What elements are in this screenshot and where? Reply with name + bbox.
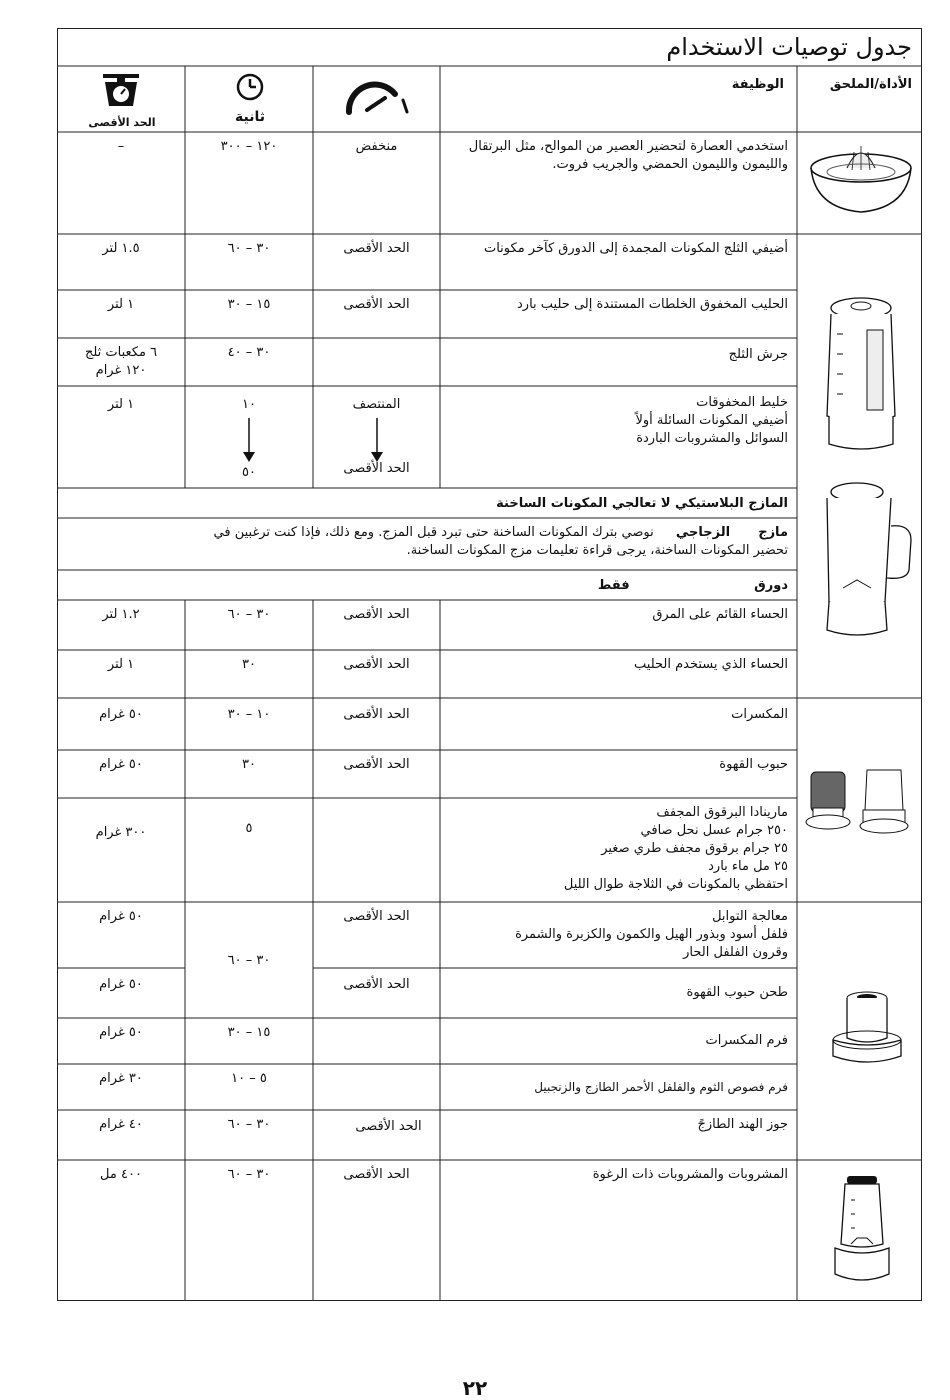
glass-blender-note (192, 524, 788, 560)
mill-jars-image (803, 764, 915, 840)
scale-icon (99, 70, 143, 110)
header-tool: الأداة/الملحق (829, 77, 912, 92)
spices-time: ٣٠ – ٦٠ (227, 953, 271, 968)
marinade-time: ٥ (245, 821, 253, 836)
smoothie-time-top: ١٠ (242, 397, 256, 412)
jug-only-a: دورق (754, 578, 788, 593)
nuts-function: المكسرات (731, 707, 788, 722)
coffee-function: حبوب القهوة (719, 757, 788, 772)
frozen-function: أضيفي الثلج المكونات المجمدة إلى الدورق كآخر مكونات (483, 241, 788, 256)
juicer-qty: – (117, 139, 125, 154)
ice-function: جرش الثلج (728, 347, 788, 362)
glass-note-bold-2: الزجاجي (675, 525, 731, 540)
frozen-qty: ١.٥ لتر (102, 241, 140, 256)
smoothie-speed-top: المنتصف (352, 397, 401, 412)
ice-time: ٣٠ – ٤٠ (227, 345, 271, 360)
coconut-function: جوز الهند الطازجً (697, 1117, 788, 1132)
smoothie-function: خليط المخفوقات أضيفي المكونات السائلة أولاً السوائل والمشروبات الباردة (635, 395, 788, 446)
soup-milk-qty: ١ لتر (107, 657, 135, 672)
usage-recommendation-table (57, 28, 922, 1301)
soup-milk-time: ٣٠ (242, 657, 256, 672)
personal-blender-bottle-image (827, 1174, 897, 1286)
nuts-qty: ٥٠ غرام (99, 707, 143, 722)
milkshake-function: الحليب المخفوق الخلطات المستندة إلى حليب بارد (517, 297, 788, 312)
marinade-function: مارينادا البرقوق المجفف ٢٥٠ جرام عسل نحل صافي ٢٥ جرام برقوق مجفف طري صغير ٢٥ مل ماء بارد احتفظي بالمكونات في الثلاجة طوال الليل (563, 805, 788, 892)
clock-icon (235, 72, 265, 102)
jug-only-note (188, 577, 788, 595)
soup-milk-speed: الحد الأقصى (343, 657, 410, 672)
coffee-time: ٣٠ (242, 757, 256, 772)
garlic-function: فرم فصوص الثوم والفلفل الأحمر الطازج والزنجبيل (534, 1080, 788, 1094)
spices-speed: الحد الأقصى (343, 909, 410, 924)
spices-qty: ٥٠ غرام (99, 909, 143, 924)
coconut-time: ٣٠ – ٦٠ (227, 1117, 271, 1132)
page-title: جدول توصيات الاستخدام (666, 33, 912, 61)
juicer-function: استخدمي العصارة لتحضير العصير من الموالح، مثل البرتقال والليمون والليمون الحمضي والجريب فروت. (468, 139, 788, 172)
drinks-function: المشروبات والمشروبات ذات الرغوة (592, 1167, 788, 1182)
chopper-image (827, 988, 907, 1072)
garlic-qty: ٣٠ غرام (99, 1071, 143, 1086)
coconut-speed: الحد الأقصى (355, 1119, 422, 1134)
frozen-time: ٣٠ – ٦٠ (227, 241, 271, 256)
milkshake-qty: ١ لتر (107, 297, 135, 312)
coconut-qty: ٤٠ غرام (99, 1117, 143, 1132)
smoothie-qty: ١ لتر (107, 397, 135, 412)
glass-note-text: نوصي بترك المكونات الساخنة حتى تبرد قبل المزج. ومع ذلك، فإذا كنت ترغبين في تحضير المكونات الساخنة، يرجى قراءة تعليمات مزج المكونات الساخنة. (213, 525, 788, 558)
drinks-time: ٣٠ – ٦٠ (227, 1167, 271, 1182)
juicer-speed: منخفض (355, 139, 398, 154)
soup-broth-qty: ١.٢ لتر (102, 607, 140, 622)
drinks-speed: الحد الأقصى (343, 1167, 410, 1182)
drinks-qty: ٤٠٠ مل (100, 1167, 142, 1182)
page-number: ٢٢ (462, 1376, 488, 1400)
arrow-down-icon (370, 418, 384, 464)
header-max-qty: الحد الأقصى (88, 116, 156, 129)
smoothie-speed-bottom: الحد الأقصى (343, 461, 410, 476)
grind-coffee-speed: الحد الأقصى (343, 977, 410, 992)
grind-coffee-qty: ٥٠ غرام (99, 977, 143, 992)
chop-nuts-qty: ٥٠ غرام (99, 1025, 143, 1040)
soup-broth-function: الحساء القائم على المرق (652, 607, 788, 622)
nuts-time: ١٠ – ٣٠ (227, 707, 271, 722)
jug-only-b: فقط (597, 578, 630, 593)
grind-coffee-function: طحن حبوب القهوة (686, 985, 788, 1000)
smoothie-time-bottom: ٥٠ (242, 465, 256, 480)
ice-qty: ٦ مكعبات ثلج ١٢٠ غرام (84, 345, 158, 378)
chop-nuts-function: فرم المكسرات (705, 1033, 788, 1048)
header-time: ثانية (235, 109, 265, 125)
header-function: الوظيفة (731, 77, 784, 92)
garlic-time: ٥ – ١٠ (231, 1071, 267, 1086)
milkshake-time: ١٥ – ٣٠ (227, 297, 271, 312)
marinade-qty: ٣٠٠ غرام (95, 825, 147, 840)
juicer-time: ١٢٠ – ٣٠٠ (220, 139, 278, 154)
speed-dial-icon (343, 74, 413, 118)
arrow-down-icon (242, 418, 256, 464)
milkshake-speed: الحد الأقصى (343, 297, 410, 312)
frozen-speed: الحد الأقصى (343, 241, 410, 256)
glass-blender-image (817, 480, 917, 642)
spices-function: معالجة التوابل فلفل أسود وبذور الهيل والكمون والكزبرة والشمرة وقرون الفلفل الحار (515, 909, 788, 960)
plastic-blender-image (819, 294, 903, 456)
glass-note-bold-1: مازج (758, 525, 788, 540)
nuts-speed: الحد الأقصى (343, 707, 410, 722)
soup-broth-speed: الحد الأقصى (343, 607, 410, 622)
plastic-blender-note: المازج البلاستيكي لا تعالجي المكونات الساخنة (496, 496, 788, 511)
coffee-speed: الحد الأقصى (343, 757, 410, 772)
soup-broth-time: ٣٠ – ٦٠ (227, 607, 271, 622)
soup-milk-function: الحساء الذي يستخدم الحليب (634, 657, 788, 672)
chop-nuts-time: ١٥ – ٣٠ (227, 1025, 271, 1040)
coffee-qty: ٥٠ غرام (99, 757, 143, 772)
citrus-juicer-image (807, 142, 915, 218)
